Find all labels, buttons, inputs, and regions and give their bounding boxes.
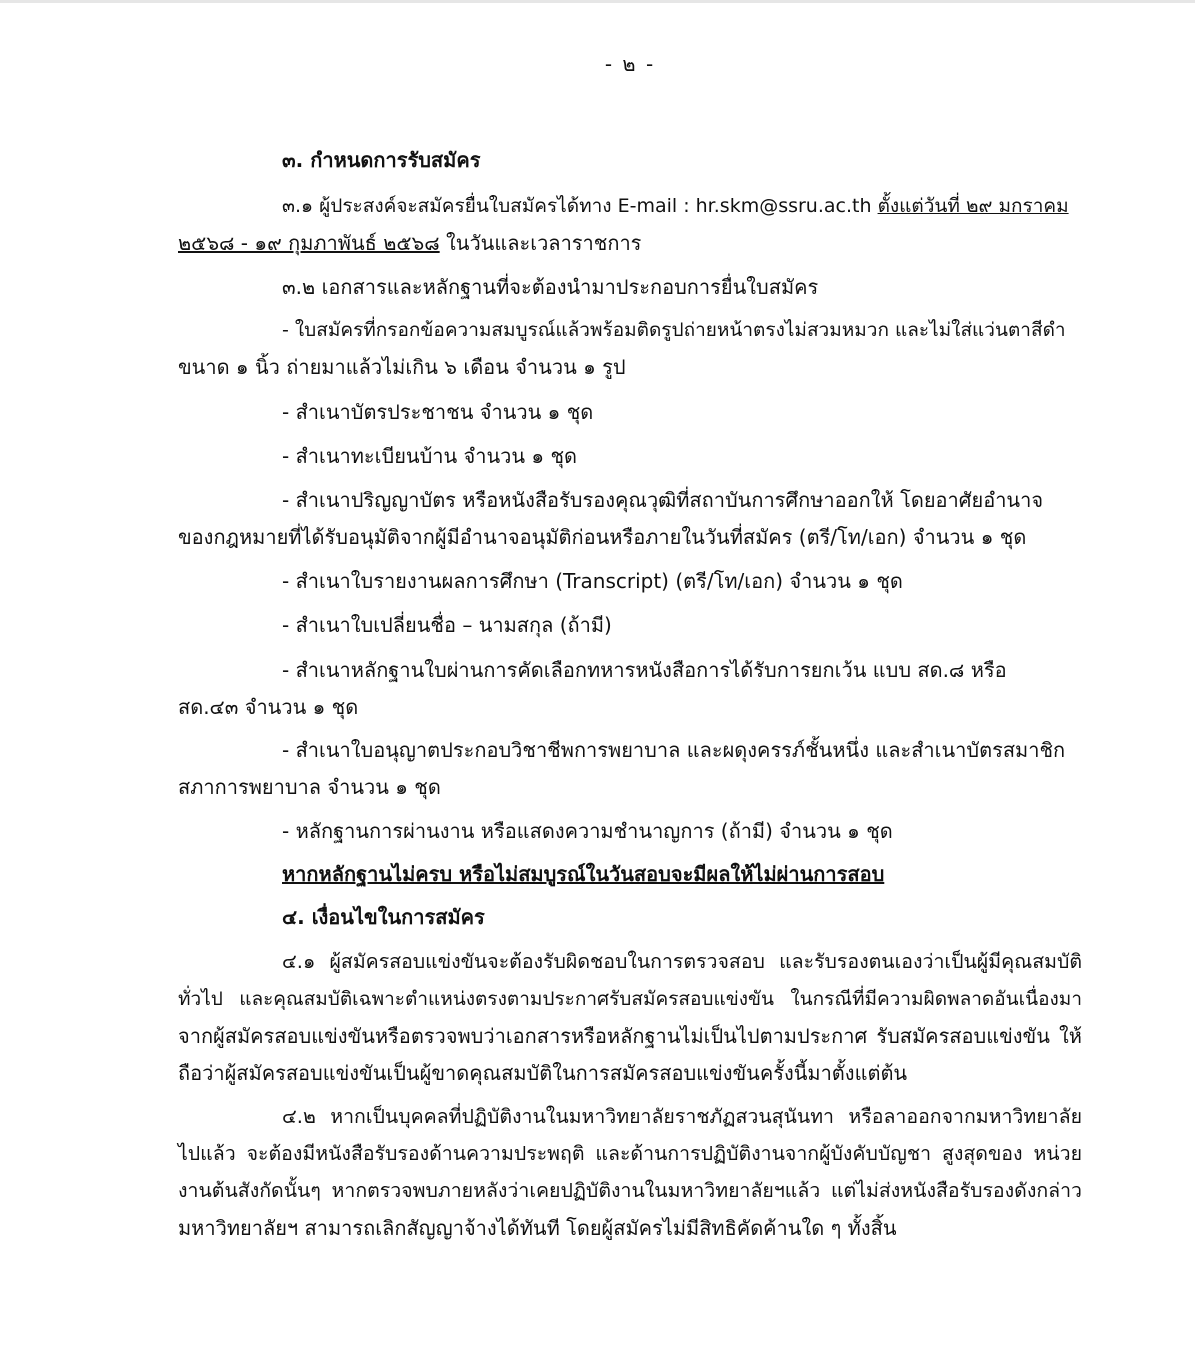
item-3-1-date-end: ๒๕๖๘ - ๑๙ กุมภาพันธ์ ๒๕๖๘ [178,231,440,255]
document-item-4-line-1: - สำเนาปริญญาบัตร หรือหนังสือรับรองคุณวุฒิที่สถาบันการศึกษาออกให้ โดยอาศัยอำนาจ [282,488,1044,512]
item-4-1-line-2: ทั่วไป และคุณสมบัติเฉพาะตำแหน่งตรงตามประกาศรับสมัครสอบแข่งขัน ในกรณีที่มีความผิดพลาดอันเนื่องมา [178,988,1082,1010]
document-item-2: - สำเนาบัตรประชาชน จำนวน ๑ ชุด [282,400,594,424]
document-item-5: - สำเนาใบรายงานผลการศึกษา (Transcript) (ตรี/โท/เอก) จำนวน ๑ ชุด [282,569,903,593]
document-item-7-line-2: สด.๔๓ จำนวน ๑ ชุด [178,695,359,719]
document-item-7-line-1: - สำเนาหลักฐานใบผ่านการคัดเลือกทหารหนังสือการได้รับการยกเว้น แบบ สด.๘ หรือ [282,658,1007,682]
item-4-2-line-4: มหาวิทยาลัยฯ สามารถเลิกสัญญาจ้างได้ทันที โดยผู้สมัครไม่มีสิทธิคัดค้านใด ๆ ทั้งสิ้น [178,1216,897,1240]
item-4-1-line-3: จากผู้สมัครสอบแข่งขันหรือตรวจพบว่าเอกสารหรือหลักฐานไม่เป็นไปตามประกาศ รับสมัครสอบแข่งขัน ให้ [178,1024,1082,1048]
document-item-8-line-1: - สำเนาใบอนุญาตประกอบวิชาชีพการพยาบาล และผดุงครรภ์ชั้นหนึ่ง และสำเนาบัตรสมาชิก [282,738,1066,762]
item-3-1-line-1 [282,191,1082,221]
document-item-6: - สำเนาใบเปลี่ยนชื่อ – นามสกุล (ถ้ามี) [282,613,612,637]
page-number: - ๒ - [604,52,656,76]
document-item-1-line-2: ขนาด ๑ นิ้ว ถ่ายมาแล้วไม่เกิน ๖ เดือน จำนวน ๑ รูป [178,355,626,379]
item-4-1-line-4: ถือว่าผู้สมัครสอบแข่งขันเป็นผู้ขาดคุณสมบัติในการสมัครสอบแข่งขันครั้งนี้มาตั้งแต่ต้น [178,1061,908,1085]
item-3-1-date-start: ตั้งแต่วันที่ ๒๙ มกราคม [877,195,1069,217]
top-border [0,0,1195,3]
section-3-heading: ๓. กำหนดการรับสมัคร [282,148,481,172]
item-4-2-line-1: ๔.๒ หากเป็นบุคคลที่ปฏิบัติงานในมหาวิทยาลัยราชภัฏสวนสุนันทา หรือลาออกจากมหาวิทยาลัย [282,1105,1082,1128]
incomplete-documents-warning [282,859,1082,889]
item-3-1-line-2 [178,228,1082,258]
item-4-2-line-2: ไปแล้ว จะต้องมีหนังสือรับรองด้านความประพฤติ และด้านการปฏิบัติงานจากผู้บังคับบัญชา สูงสุดของ หน่วย [178,1142,1082,1165]
item-3-1-office-hours: ในวันและเวลาราชการ [439,231,642,255]
warning-text: หากหลักฐานไม่ครบ หรือไม่สมบูรณ์ในวันสอบจะมีผลให้ไม่ผ่านการสอบ [282,862,885,886]
document-item-3: - สำเนาทะเบียนบ้าน จำนวน ๑ ชุด [282,444,578,468]
document-item-4-line-2: ของกฎหมายที่ได้รับอนุมัติจากผู้มีอำนาจอนุมัติก่อนหรือภายในวันที่สมัคร (ตรี/โท/เอก) จำนวน ๑ ชุด [178,525,1027,549]
section-4-heading: ๔. เงื่อนไขในการสมัคร [282,905,485,929]
item-3-2-title: ๓.๒ เอกสารและหลักฐานที่จะต้องนำมาประกอบการยื่นใบสมัคร [282,275,819,299]
document-item-1-line-1: - ใบสมัครที่กรอกข้อความสมบูรณ์แล้วพร้อมติดรูปถ่ายหน้าตรงไม่สวมหมวก และไม่ใส่แว่นตาสีดำ [282,319,1066,341]
item-4-2-line-3: งานต้นสังกัดนั้นๆ หากตรวจพบภายหลังว่าเคยปฏิบัติงานในมหาวิทยาลัยฯแล้ว แต่ไม่ส่งหนังสือรับรองดังกล่าว [178,1179,1082,1202]
document-item-8-line-2: สภาการพยาบาล จำนวน ๑ ชุด [178,775,441,799]
item-3-1-text: ๓.๑ ผู้ประสงค์จะสมัครยื่นใบสมัครได้ทาง E-mail : hr.skm@ssru.ac.th [282,195,878,217]
item-4-1-line-1: ๔.๑ ผู้สมัครสอบแข่งขันจะต้องรับผิดชอบในการตรวจสอบ และรับรองตนเองว่าเป็นผู้มีคุณสมบัติ [282,950,1082,973]
document-item-9: - หลักฐานการผ่านงาน หรือแสดงความชำนาญการ (ถ้ามี) จำนวน ๑ ชุด [282,819,893,843]
